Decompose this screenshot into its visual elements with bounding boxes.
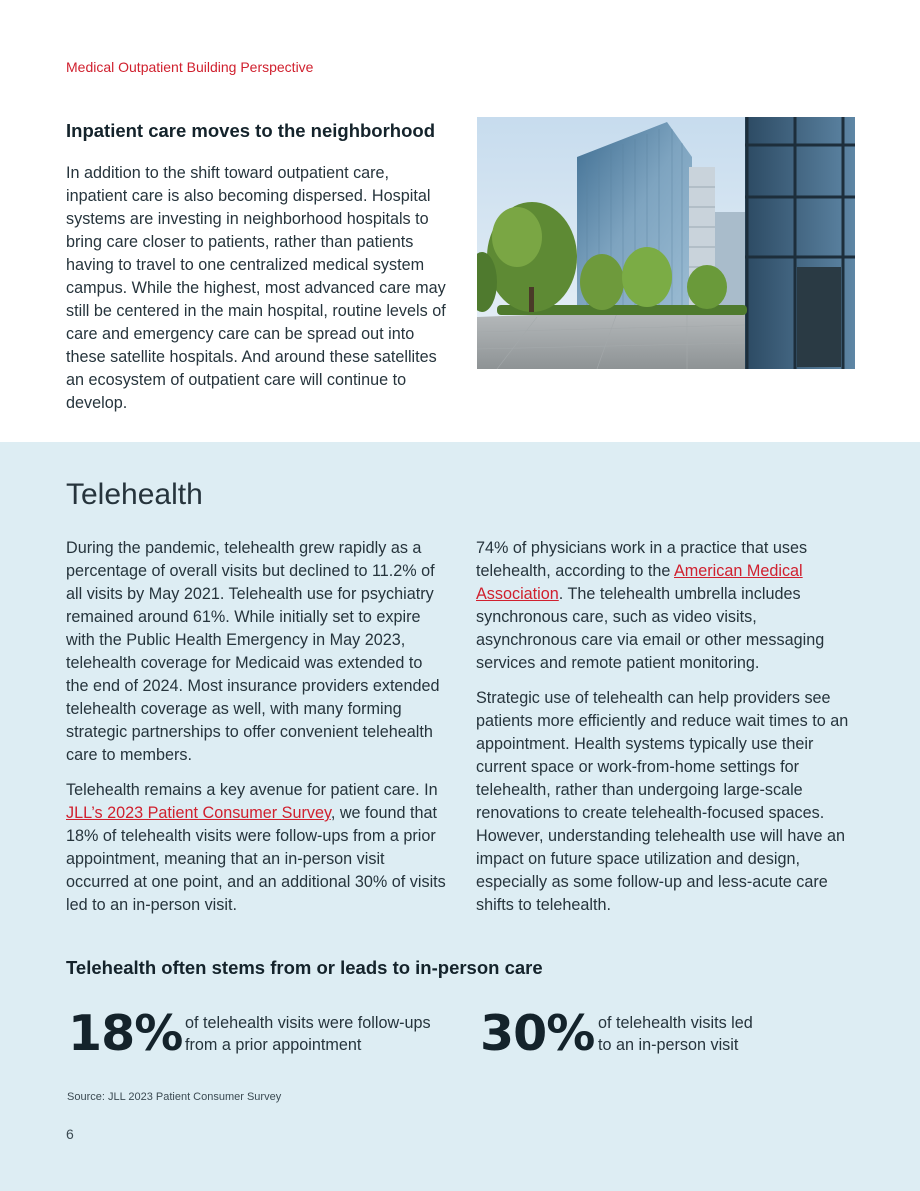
stats-heading: Telehealth often stems from or leads to in-person care xyxy=(66,957,543,978)
paragraph-text: 74% of physicians work in a practice that uses telehealth, according to the xyxy=(476,539,808,580)
building-photo xyxy=(477,117,855,369)
inpatient-section xyxy=(0,0,920,442)
paragraph-text: . The telehealth umbrella includes synchronous care, such as video visits, asynchronous care via email or other messaging services and remote patient monitoring. xyxy=(476,585,825,672)
source-note: Source: JLL 2023 Patient Consumer Survey xyxy=(67,1091,282,1103)
paragraph-text: Telehealth remains a key avenue for patient care. In xyxy=(66,781,438,799)
jll-survey-link[interactable]: JLL’s 2023 Patient Consumer Survey xyxy=(66,804,331,822)
ama-link[interactable]: American Medical Association xyxy=(476,562,803,603)
stat-value: 30% xyxy=(480,1005,595,1062)
inpatient-paragraph: In addition to the shift toward outpatient care, inpatient care is also becoming dispersed. Hospital systems are investing in neighborhood hospitals to bring care closer to patients, rather than patients having to travel to one centralized medical system campus. While the highest, most advanced care may still be centered in the main hospital, routine levels of care and emergency care can be spread out into these satellite hospitals. And around these satellites an ecosystem of outpatient care will continue to develop. xyxy=(66,164,446,412)
document-header-label: Medical Outpatient Building Perspective xyxy=(66,59,314,75)
stat-line: from a prior appointment xyxy=(185,1036,362,1054)
stat-line: of telehealth visits led xyxy=(598,1014,753,1032)
telehealth-paragraph-3 xyxy=(476,537,856,675)
telehealth-title: Telehealth xyxy=(66,478,203,511)
telehealth-right-column xyxy=(476,537,856,929)
stat-description xyxy=(185,1012,455,1056)
telehealth-paragraph-1: During the pandemic, telehealth grew rapidly as a percentage of overall visits but declined to 11.2% of all visits by May 2021. Telehealth use for psychiatry remained around 61%. While initially set to expire with the Public Health Emergency in May 2023, telehealth coverage for Medicaid was extended to the end of 2024. Most insurance providers extended telehealth coverage as well, with many forming strategic partnerships to offer convenient telehealth care to members. xyxy=(66,539,440,764)
stat-description xyxy=(598,1012,848,1056)
telehealth-left-column xyxy=(66,537,446,929)
stat-line: of telehealth visits were follow-ups xyxy=(185,1014,431,1032)
paragraph-text: , we found that 18% of telehealth visits were follow-ups from a prior appointment, meaning that an in-person visit occurred at one point, and an additional 30% of visits led to an in-person visit. xyxy=(66,804,446,914)
inpatient-heading: Inpatient care moves to the neighborhood xyxy=(66,120,436,141)
stat-value: 18% xyxy=(68,1005,183,1062)
stat-line: to an in-person visit xyxy=(598,1036,739,1054)
page-number: 6 xyxy=(66,1126,74,1142)
telehealth-paragraph-2 xyxy=(66,779,446,917)
telehealth-paragraph-4: Strategic use of telehealth can help providers see patients more efficiently and reduce wait times to an appointment. Health systems typically use their current space or work-from-home settings for telehealth, rather than undergoing large-scale renovations to create telehealth-focused spaces. However, understanding telehealth use will have an impact on future space utilization and design, especially as some follow-up and less-acute care shifts to telehealth. xyxy=(476,689,849,914)
